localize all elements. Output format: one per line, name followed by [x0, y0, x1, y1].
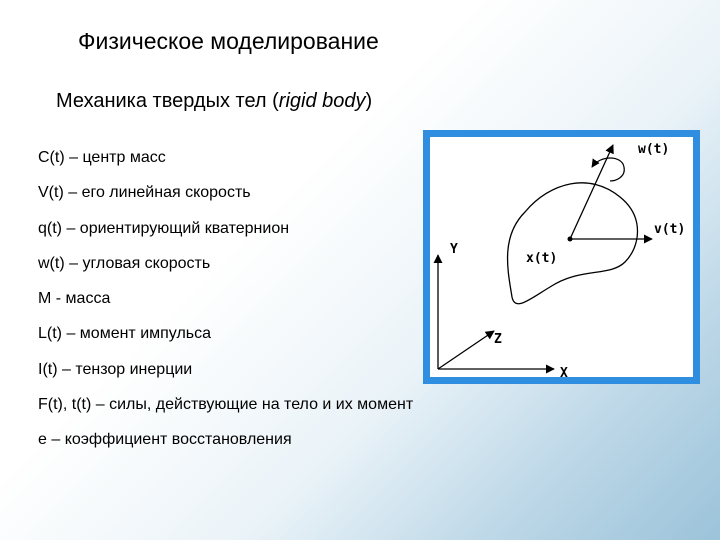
angular-velocity-arrow — [570, 145, 613, 239]
v-label: v(t) — [654, 222, 686, 237]
subtitle-suffix: ) — [365, 90, 373, 112]
rigid-body-outline — [508, 183, 638, 304]
rotation-curl-icon — [592, 158, 624, 181]
definition-item: M - масса — [38, 290, 111, 308]
z-axis-label: Z — [494, 332, 502, 347]
definition-item: e – коэффициент восстановления — [38, 431, 292, 449]
slide-title: Физическое моделирование — [78, 28, 379, 54]
subtitle-prefix: Механика твердых тел ( — [56, 90, 279, 112]
x-axis-label: X — [560, 366, 568, 377]
definitions-list — [38, 146, 413, 464]
slide-subtitle — [56, 90, 372, 113]
definition-item: w(t) – угловая скорость — [38, 254, 211, 272]
definition-item: V(t) – его линейная скорость — [38, 184, 251, 202]
definition-item: L(t) – момент импульса — [38, 325, 212, 343]
definition-item: I(t) – тензор инерции — [38, 360, 193, 378]
definition-item: C(t) – центр масс — [38, 149, 166, 166]
x-position-label: x(t) — [526, 251, 558, 266]
z-axis — [438, 331, 494, 369]
definition-item: q(t) – ориентирующий кватернион — [38, 219, 290, 237]
diagram-canvas — [430, 137, 693, 377]
definition-item: F(t), t(t) – силы, действующие на тело и их момент — [38, 396, 414, 414]
y-axis-label: Y — [450, 242, 458, 257]
subtitle-italic: rigid body — [278, 90, 366, 112]
w-label: w(t) — [638, 142, 670, 157]
rigid-body-diagram — [423, 130, 700, 384]
